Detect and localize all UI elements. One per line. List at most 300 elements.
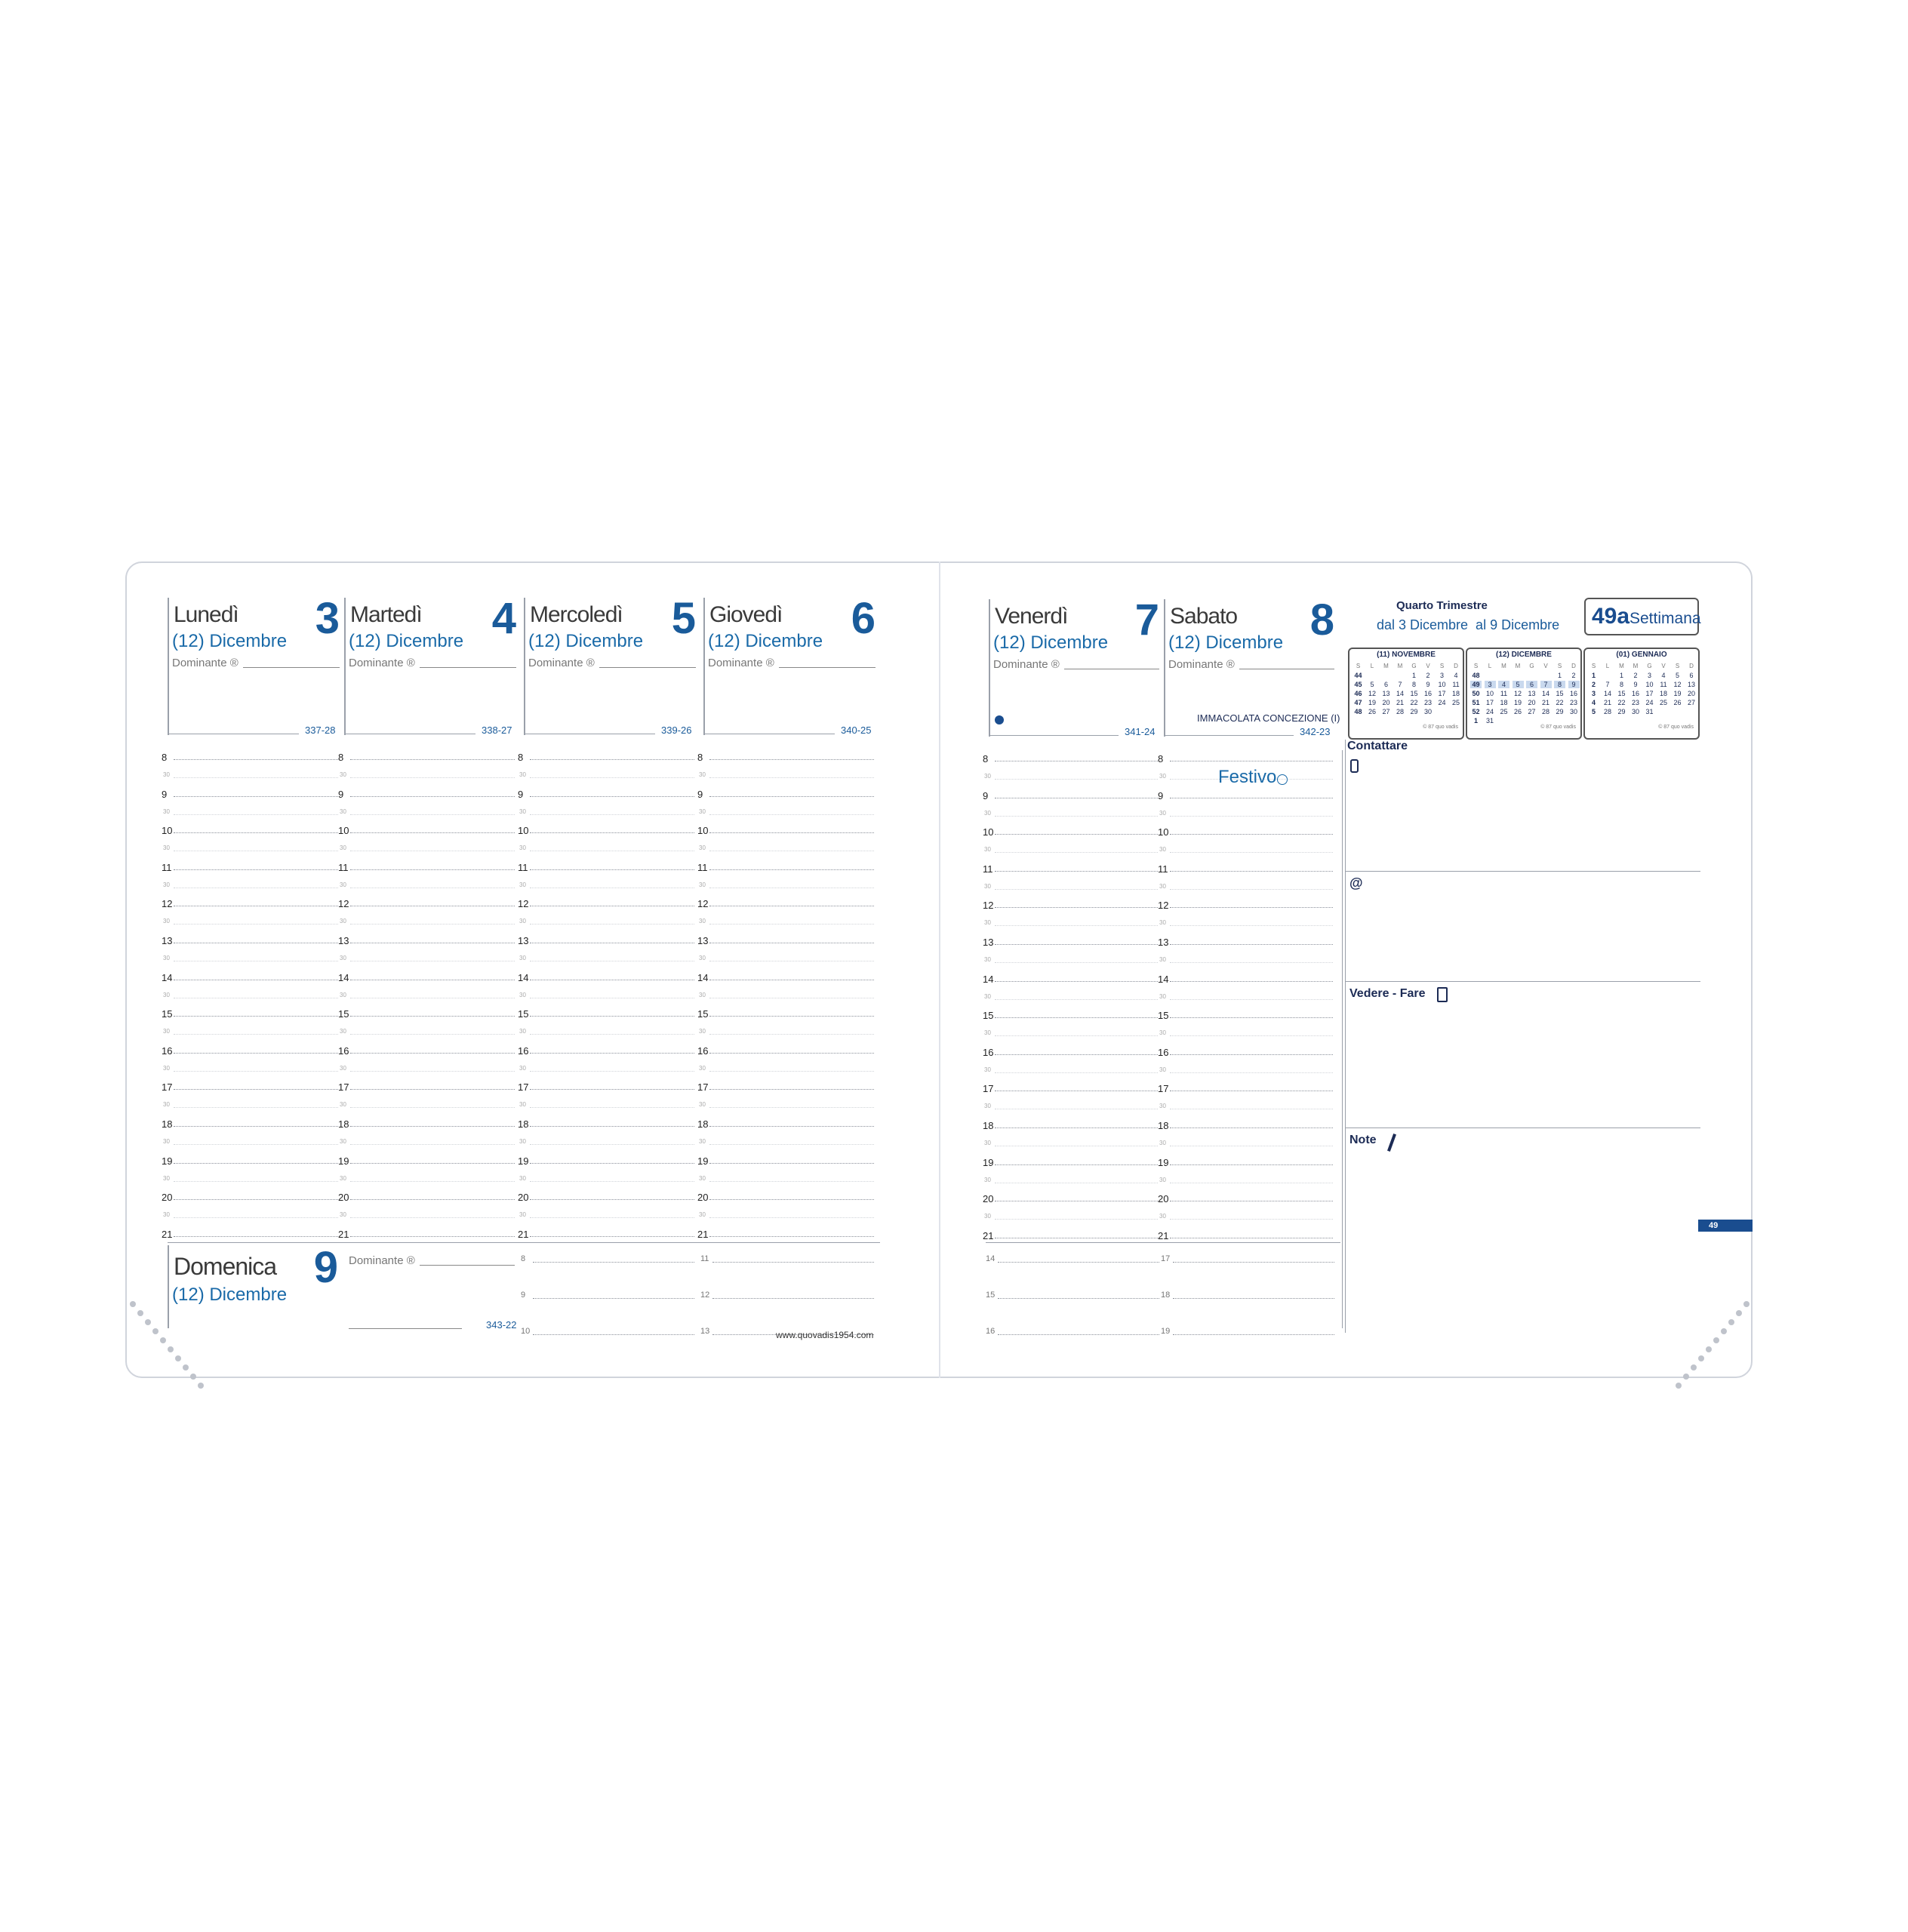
day-cell[interactable]: 15 [1617, 690, 1626, 697]
hour-line[interactable] [709, 1016, 874, 1017]
evening-hour-line[interactable] [1173, 1334, 1334, 1335]
half-hour-line[interactable] [709, 1181, 874, 1182]
day-cell[interactable]: 47 [1354, 699, 1362, 706]
hour-line[interactable] [350, 1126, 515, 1127]
sunday-dominante-line [420, 1265, 515, 1266]
day-code: 338-27 [482, 724, 512, 736]
hour-line[interactable] [174, 832, 338, 833]
hour-label: 16 [162, 1044, 173, 1057]
day-cell[interactable]: 21 [1603, 699, 1611, 706]
half-hour-label: 30 [519, 955, 526, 961]
day-cell[interactable]: 6 [1383, 681, 1388, 688]
hour-line[interactable] [530, 1236, 694, 1237]
half-hour-line[interactable] [530, 1071, 694, 1072]
day-cell[interactable]: 11 [1452, 681, 1460, 688]
hour-label: 14 [162, 971, 173, 983]
hour-label: 13 [697, 935, 709, 946]
day-cell[interactable]: 23 [1631, 699, 1639, 706]
hour-line[interactable] [530, 832, 694, 833]
half-hour-label: 30 [519, 1211, 526, 1219]
notepad-icon [1437, 987, 1448, 1002]
evening-hour-label: 11 [700, 1254, 709, 1263]
evening-hour-line[interactable] [1173, 1298, 1334, 1299]
day-cell[interactable]: 13 [1687, 681, 1695, 688]
day-cell[interactable]: 46 [1354, 690, 1362, 697]
hour-line[interactable] [350, 1089, 515, 1090]
day-cell[interactable]: 7 [1605, 681, 1610, 688]
half-hour-label: 30 [340, 955, 346, 961]
hour-label: 17 [697, 1081, 709, 1094]
half-hour-label: 30 [163, 991, 170, 998]
day-cell[interactable]: 51 [1472, 699, 1480, 706]
day-cell[interactable]: 10 [1438, 681, 1446, 688]
half-hour-line[interactable] [350, 814, 515, 815]
day-cell[interactable]: 13 [1528, 690, 1536, 697]
half-hour-label: 30 [519, 1101, 526, 1109]
half-hour-line[interactable] [1170, 999, 1333, 1000]
hour-line[interactable] [350, 1053, 515, 1054]
half-hour-label: 30 [163, 1101, 170, 1109]
hour-line[interactable] [530, 869, 694, 870]
day-cell[interactable]: 10 [1645, 681, 1654, 688]
half-hour-line[interactable] [995, 889, 1158, 890]
hour-line[interactable] [530, 1126, 694, 1127]
hour-line[interactable] [350, 832, 515, 833]
hour-line[interactable] [174, 1053, 338, 1054]
hour-line[interactable] [350, 796, 515, 797]
day-cell[interactable]: 28 [1603, 708, 1611, 715]
day-cell[interactable]: 22 [1556, 699, 1564, 706]
day-cell[interactable]: 20 [1528, 699, 1536, 706]
evening-hour-line[interactable] [533, 1262, 694, 1263]
hour-line[interactable] [995, 834, 1158, 835]
hour-label: 16 [1158, 1046, 1169, 1058]
half-hour-label: 30 [1159, 919, 1166, 927]
hour-line[interactable] [995, 1017, 1158, 1018]
day-cell[interactable]: 24 [1438, 699, 1446, 706]
hour-line[interactable] [1170, 1164, 1333, 1165]
day-cell[interactable]: 17 [1485, 699, 1494, 706]
hour-line[interactable] [709, 1089, 874, 1090]
day-cell[interactable]: 9 [1633, 681, 1638, 688]
day-cell[interactable]: 2 [1591, 681, 1596, 688]
hour-label: 11 [1158, 863, 1168, 875]
day-cell[interactable]: 30 [1631, 708, 1639, 715]
half-hour-line[interactable] [174, 1107, 338, 1108]
day-cell[interactable]: 5 [1513, 681, 1524, 688]
day-cell[interactable]: 1 [1619, 672, 1623, 679]
day-cell[interactable]: 8 [1554, 681, 1565, 688]
day-cell[interactable]: 18 [1500, 699, 1508, 706]
hour-line[interactable] [995, 981, 1158, 982]
day-cell[interactable]: 21 [1541, 699, 1549, 706]
half-hour-line[interactable] [995, 925, 1158, 926]
day-cell[interactable]: 19 [1673, 690, 1682, 697]
hour-line[interactable] [530, 796, 694, 797]
evening-hour-line[interactable] [998, 1334, 1159, 1335]
hour-label: 13 [1158, 937, 1169, 948]
day-cell[interactable]: 4 [1591, 699, 1596, 706]
day-cell[interactable]: 12 [1513, 690, 1522, 697]
hour-line[interactable] [1170, 944, 1333, 945]
email-label: @ [1349, 875, 1363, 891]
day-cell[interactable]: 8 [1619, 681, 1623, 688]
day-cell[interactable]: 2 [1426, 672, 1430, 679]
spiral-hole [1736, 1310, 1742, 1316]
hour-line[interactable] [1170, 981, 1333, 982]
day-cell[interactable]: 24 [1485, 708, 1494, 715]
day-cell[interactable]: 26 [1513, 708, 1522, 715]
day-cell[interactable]: 14 [1541, 690, 1549, 697]
hour-line[interactable] [350, 759, 515, 760]
spiral-hole [1713, 1337, 1719, 1343]
hour-line[interactable] [709, 1163, 874, 1164]
hour-label: 9 [518, 788, 524, 800]
day-cell[interactable]: 28 [1541, 708, 1549, 715]
hour-line[interactable] [350, 1236, 515, 1237]
half-hour-line[interactable] [995, 962, 1158, 963]
day-cell[interactable]: 2 [1633, 672, 1638, 679]
day-cell[interactable]: 23 [1569, 699, 1577, 706]
hour-line[interactable] [995, 1054, 1158, 1055]
half-hour-line[interactable] [530, 1144, 694, 1145]
day-code: 342-23 [1300, 726, 1331, 737]
half-hour-line[interactable] [530, 777, 694, 778]
day-cell[interactable]: 16 [1631, 690, 1639, 697]
half-hour-label: 30 [340, 1211, 346, 1219]
hour-line[interactable] [174, 1016, 338, 1017]
day-cell[interactable]: 4 [1454, 672, 1458, 679]
day-cell[interactable]: 5 [1675, 672, 1679, 679]
hour-line[interactable] [350, 869, 515, 870]
hour-label: 10 [518, 825, 529, 837]
half-hour-line[interactable] [1170, 816, 1333, 817]
day-cell[interactable]: 1 [1591, 672, 1596, 679]
evening-hour-line[interactable] [712, 1298, 874, 1299]
half-hour-line[interactable] [350, 1144, 515, 1145]
day-cell[interactable]: 14 [1396, 690, 1404, 697]
spiral-hole [145, 1319, 151, 1325]
dominante-label: Dominante ® [349, 657, 415, 669]
day-cell[interactable]: 31 [1645, 708, 1654, 715]
day-number: 3 [315, 594, 340, 643]
day-cell[interactable]: 3 [1485, 681, 1496, 688]
half-hour-line[interactable] [1170, 962, 1333, 963]
hour-line[interactable] [174, 869, 338, 870]
hour-line[interactable] [174, 1163, 338, 1164]
half-hour-line[interactable] [174, 1181, 338, 1182]
day-cell[interactable]: 26 [1673, 699, 1682, 706]
hour-line[interactable] [995, 944, 1158, 945]
half-hour-line[interactable] [709, 1144, 874, 1145]
day-cell[interactable]: 3 [1647, 672, 1651, 679]
half-hour-line[interactable] [1170, 852, 1333, 853]
day-cell[interactable]: 8 [1411, 681, 1416, 688]
hour-line[interactable] [350, 1016, 515, 1017]
hour-line[interactable] [1170, 871, 1333, 872]
half-hour-label: 30 [163, 918, 170, 925]
day-cell[interactable]: 11 [1660, 681, 1667, 688]
day-cell[interactable]: 29 [1617, 708, 1626, 715]
day-cell[interactable]: 10 [1485, 690, 1494, 697]
hour-label: 17 [518, 1081, 529, 1094]
weekday-head: V [1543, 663, 1548, 669]
half-hour-line[interactable] [995, 852, 1158, 853]
evening-hour-line[interactable] [998, 1262, 1159, 1263]
day-month: (12) Dicembre [708, 631, 823, 651]
half-hour-line[interactable] [350, 1034, 515, 1035]
day-cell[interactable]: 23 [1423, 699, 1432, 706]
half-hour-line[interactable] [1170, 1219, 1333, 1220]
day-cell[interactable]: 15 [1556, 690, 1564, 697]
half-hour-line[interactable] [174, 1217, 338, 1218]
hour-line[interactable] [174, 1199, 338, 1200]
day-cell[interactable]: 50 [1472, 690, 1480, 697]
half-hour-line[interactable] [1170, 1035, 1333, 1036]
half-hour-label: 30 [984, 1140, 991, 1146]
day-cell[interactable]: 28 [1396, 708, 1404, 715]
spiral-hole [1691, 1364, 1697, 1371]
day-cell[interactable]: 1 [1473, 717, 1478, 724]
day-box-bottom [1164, 735, 1294, 736]
hour-label: 18 [1158, 1120, 1169, 1131]
weekday-head: M [1383, 663, 1389, 669]
day-cell[interactable]: 15 [1410, 690, 1418, 697]
hour-line[interactable] [1170, 1017, 1333, 1018]
day-cell[interactable]: 29 [1410, 708, 1418, 715]
half-hour-label: 30 [699, 955, 706, 961]
hour-line[interactable] [709, 1053, 874, 1054]
evening-hour-label: 19 [1161, 1327, 1171, 1336]
evening-hour-line[interactable] [533, 1298, 694, 1299]
half-hour-line[interactable] [350, 1181, 515, 1182]
hour-line[interactable] [1170, 834, 1333, 835]
half-hour-line[interactable] [709, 1071, 874, 1072]
half-hour-line[interactable] [709, 814, 874, 815]
evening-hour-line[interactable] [712, 1262, 874, 1263]
hour-line[interactable] [995, 907, 1158, 908]
half-hour-line[interactable] [1170, 1072, 1333, 1073]
hour-line[interactable] [709, 1236, 874, 1237]
day-cell[interactable]: 44 [1354, 672, 1362, 679]
hour-label: 18 [162, 1118, 173, 1130]
day-cell[interactable]: 17 [1438, 690, 1446, 697]
day-cell[interactable]: 18 [1659, 690, 1667, 697]
day-cell[interactable]: 16 [1423, 690, 1432, 697]
day-cell[interactable]: 13 [1382, 690, 1390, 697]
day-cell[interactable]: 19 [1368, 699, 1376, 706]
half-hour-line[interactable] [174, 814, 338, 815]
half-hour-line[interactable] [350, 777, 515, 778]
day-cell[interactable]: 12 [1673, 681, 1682, 688]
half-hour-line[interactable] [530, 1034, 694, 1035]
hour-line[interactable] [350, 1163, 515, 1164]
dominante-label: Dominante ® [1168, 658, 1235, 671]
day-cell[interactable]: 25 [1451, 699, 1460, 706]
day-cell[interactable]: 12 [1368, 690, 1376, 697]
day-cell[interactable]: 27 [1687, 699, 1695, 706]
half-hour-line[interactable] [709, 1034, 874, 1035]
half-hour-line[interactable] [530, 1181, 694, 1182]
hour-line[interactable] [709, 796, 874, 797]
day-cell[interactable]: 52 [1472, 708, 1480, 715]
day-cell[interactable]: 30 [1423, 708, 1432, 715]
hour-line[interactable] [530, 1199, 694, 1200]
hour-label: 18 [338, 1118, 349, 1130]
half-hour-line[interactable] [995, 816, 1158, 817]
day-cell[interactable]: 14 [1603, 690, 1611, 697]
half-hour-line[interactable] [350, 1107, 515, 1108]
day-box-left-border [344, 598, 346, 735]
day-cell[interactable]: 48 [1472, 672, 1480, 679]
day-cell[interactable]: 27 [1382, 708, 1390, 715]
half-hour-label: 30 [163, 1138, 170, 1145]
day-cell[interactable]: 27 [1528, 708, 1536, 715]
day-cell[interactable]: 9 [1568, 681, 1580, 688]
hour-line[interactable] [995, 871, 1158, 872]
hour-line[interactable] [995, 1164, 1158, 1165]
day-cell[interactable]: 48 [1354, 708, 1362, 715]
day-cell[interactable]: 45 [1354, 681, 1362, 688]
half-hour-label: 30 [1159, 846, 1166, 854]
hour-label: 8 [983, 753, 989, 764]
half-hour-label: 30 [1159, 1066, 1166, 1073]
day-cell[interactable]: 25 [1659, 699, 1667, 706]
contattare-divider [1346, 871, 1700, 872]
hour-line[interactable] [174, 759, 338, 760]
hour-label: 11 [518, 861, 528, 873]
day-cell[interactable]: 4 [1661, 672, 1666, 679]
hour-line[interactable] [174, 1236, 338, 1237]
half-hour-line[interactable] [350, 1071, 515, 1072]
week-box [1584, 598, 1699, 635]
evening-hour-line[interactable] [1173, 1262, 1334, 1263]
day-cell[interactable]: 5 [1591, 708, 1596, 715]
sunday-line [349, 1328, 462, 1329]
hour-line[interactable] [530, 1089, 694, 1090]
half-hour-label: 30 [1159, 1176, 1166, 1183]
hour-line[interactable] [174, 1126, 338, 1127]
half-hour-line[interactable] [174, 1034, 338, 1035]
hour-line[interactable] [709, 869, 874, 870]
half-hour-label: 30 [984, 882, 991, 890]
half-hour-line[interactable] [995, 1072, 1158, 1073]
evening-hour-line[interactable] [998, 1298, 1159, 1299]
day-cell[interactable]: 24 [1645, 699, 1654, 706]
half-hour-line[interactable] [530, 814, 694, 815]
day-cell[interactable]: 1 [1411, 672, 1416, 679]
half-hour-line[interactable] [174, 1071, 338, 1072]
half-hour-line[interactable] [1170, 889, 1333, 890]
half-hour-line[interactable] [709, 1107, 874, 1108]
hour-label: 8 [697, 752, 703, 763]
sunday-box-border [168, 1245, 169, 1328]
hour-line[interactable] [709, 1126, 874, 1127]
hour-line[interactable] [709, 832, 874, 833]
hour-label: 8 [338, 752, 344, 763]
day-box-left-border [989, 599, 990, 737]
half-hour-line[interactable] [174, 1144, 338, 1145]
spiral-hole [168, 1346, 174, 1352]
half-hour-line[interactable] [530, 1217, 694, 1218]
day-cell[interactable]: 19 [1513, 699, 1522, 706]
day-cell[interactable]: 9 [1426, 681, 1430, 688]
day-cell[interactable]: 3 [1591, 690, 1596, 697]
half-hour-line[interactable] [174, 777, 338, 778]
day-cell[interactable]: 29 [1556, 708, 1564, 715]
day-cell[interactable]: 20 [1382, 699, 1390, 706]
half-hour-line[interactable] [995, 779, 1158, 780]
half-hour-line[interactable] [995, 999, 1158, 1000]
day-cell[interactable]: 49 [1470, 681, 1482, 688]
half-hour-line[interactable] [709, 777, 874, 778]
day-cell[interactable]: 22 [1410, 699, 1418, 706]
day-cell[interactable]: 7 [1398, 681, 1402, 688]
day-cell[interactable]: 17 [1645, 690, 1654, 697]
half-hour-line[interactable] [1170, 925, 1333, 926]
day-cell[interactable]: 21 [1396, 699, 1404, 706]
hour-line[interactable] [530, 1163, 694, 1164]
half-hour-line[interactable] [995, 1219, 1158, 1220]
day-cell[interactable]: 3 [1439, 672, 1444, 679]
half-hour-label: 30 [163, 771, 170, 778]
hour-line[interactable] [174, 1089, 338, 1090]
day-cell[interactable]: 5 [1370, 681, 1374, 688]
notes-panel-left-border [1345, 740, 1346, 1333]
hour-line[interactable] [530, 1053, 694, 1054]
day-cell[interactable]: 16 [1569, 690, 1577, 697]
evening-hour-line[interactable] [533, 1334, 694, 1335]
day-cell[interactable]: 2 [1571, 672, 1576, 679]
weekday-head: V [1661, 663, 1666, 669]
hour-line[interactable] [709, 759, 874, 760]
day-cell[interactable]: 6 [1526, 681, 1537, 688]
day-cell[interactable]: 11 [1500, 690, 1508, 697]
hour-line[interactable] [709, 1199, 874, 1200]
hour-line[interactable] [1170, 1054, 1333, 1055]
day-cell[interactable]: 4 [1498, 681, 1509, 688]
day-cell[interactable]: 31 [1485, 717, 1494, 724]
day-cell[interactable]: 22 [1617, 699, 1626, 706]
hour-line[interactable] [350, 1199, 515, 1200]
half-hour-label: 30 [340, 1101, 346, 1109]
weekday-head: M [1397, 663, 1403, 669]
day-cell[interactable]: 30 [1569, 708, 1577, 715]
half-hour-line[interactable] [530, 1107, 694, 1108]
day-box-bottom [989, 735, 1119, 736]
hour-line[interactable] [174, 796, 338, 797]
day-cell[interactable]: 6 [1689, 672, 1694, 679]
half-hour-line[interactable] [350, 1217, 515, 1218]
hour-line[interactable] [1170, 907, 1333, 908]
hour-line[interactable] [530, 1016, 694, 1017]
hour-line[interactable] [530, 759, 694, 760]
day-cell[interactable]: 1 [1557, 672, 1562, 679]
half-hour-line[interactable] [709, 1217, 874, 1218]
evening-hour-label: 14 [986, 1254, 996, 1263]
hour-label: 15 [1158, 1010, 1169, 1022]
hour-label: 17 [338, 1081, 349, 1094]
day-cell[interactable]: 25 [1500, 708, 1508, 715]
half-hour-line[interactable] [995, 1035, 1158, 1036]
half-hour-label: 30 [519, 808, 526, 815]
half-hour-label: 30 [699, 918, 706, 925]
day-cell[interactable]: 20 [1687, 690, 1695, 697]
half-hour-label: 30 [699, 1211, 706, 1219]
day-cell[interactable]: 7 [1540, 681, 1552, 688]
day-cell[interactable]: 26 [1368, 708, 1376, 715]
day-cell[interactable]: 18 [1451, 690, 1460, 697]
